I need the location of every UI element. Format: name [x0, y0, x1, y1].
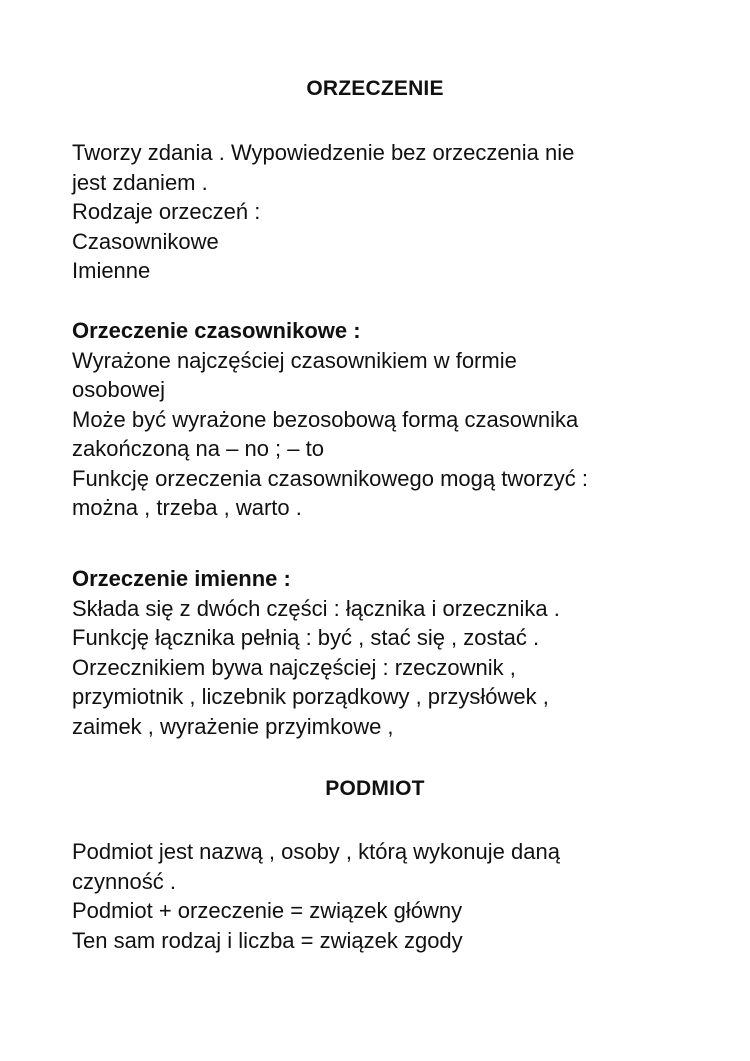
- intro-line: Czasownikowe: [72, 228, 219, 254]
- podmiot-line: czynność .: [72, 868, 176, 894]
- intro-line: Tworzy zdania . Wypowiedzenie bez orzeczenia nie: [72, 140, 575, 165]
- podmiot-line: Podmiot + orzeczenie = związek główny: [72, 898, 463, 923]
- imienne-line: przymiotnik , liczebnik porządkowy , przysłówek ,: [72, 684, 549, 709]
- czasownikowe-line: Może być wyrażone bezosobową formą czasownika: [72, 406, 579, 432]
- title-podmiot: PODMIOT: [325, 777, 425, 800]
- intro-block: [72, 138, 712, 286]
- czasownikowe-heading: Orzeczenie czasownikowe :: [72, 318, 361, 343]
- imienne-heading: Orzeczenie imienne :: [72, 566, 291, 591]
- czasownikowe-line: Wyrażone najczęściej czasownikiem w formie: [72, 347, 517, 373]
- podmiot-line: Ten sam rodzaj i liczba = związek zgody: [72, 927, 463, 953]
- podmiot-line: Podmiot jest nazwą , osoby , którą wykonuje daną: [72, 839, 560, 864]
- intro-line: Imienne: [72, 258, 151, 283]
- czasownikowe-line: zakończoną na – no ; – to: [72, 436, 324, 461]
- czasownikowe-line: osobowej: [72, 377, 165, 402]
- intro-line: Rodzaje orzeczeń :: [72, 199, 261, 224]
- czasownikowe-line: można , trzeba , warto .: [72, 495, 302, 520]
- title-orzeczenie: ORZECZENIE: [306, 77, 444, 100]
- podmiot-block: [72, 837, 712, 955]
- imienne-line: zaimek , wyrażenie przyimkowe ,: [72, 713, 394, 739]
- intro-line: jest zdaniem .: [72, 169, 208, 195]
- imienne-line: Składa się z dwóch części : łącznika i orzecznika .: [72, 595, 560, 621]
- czasownikowe-block: [72, 316, 712, 523]
- imienne-block: [72, 564, 712, 741]
- czasownikowe-line: Funkcję orzeczenia czasownikowego mogą tworzyć :: [72, 465, 589, 491]
- imienne-line: Funkcję łącznika pełnią : być , stać się , zostać .: [72, 625, 540, 650]
- imienne-line: Orzecznikiem bywa najczęściej : rzeczownik ,: [72, 654, 516, 680]
